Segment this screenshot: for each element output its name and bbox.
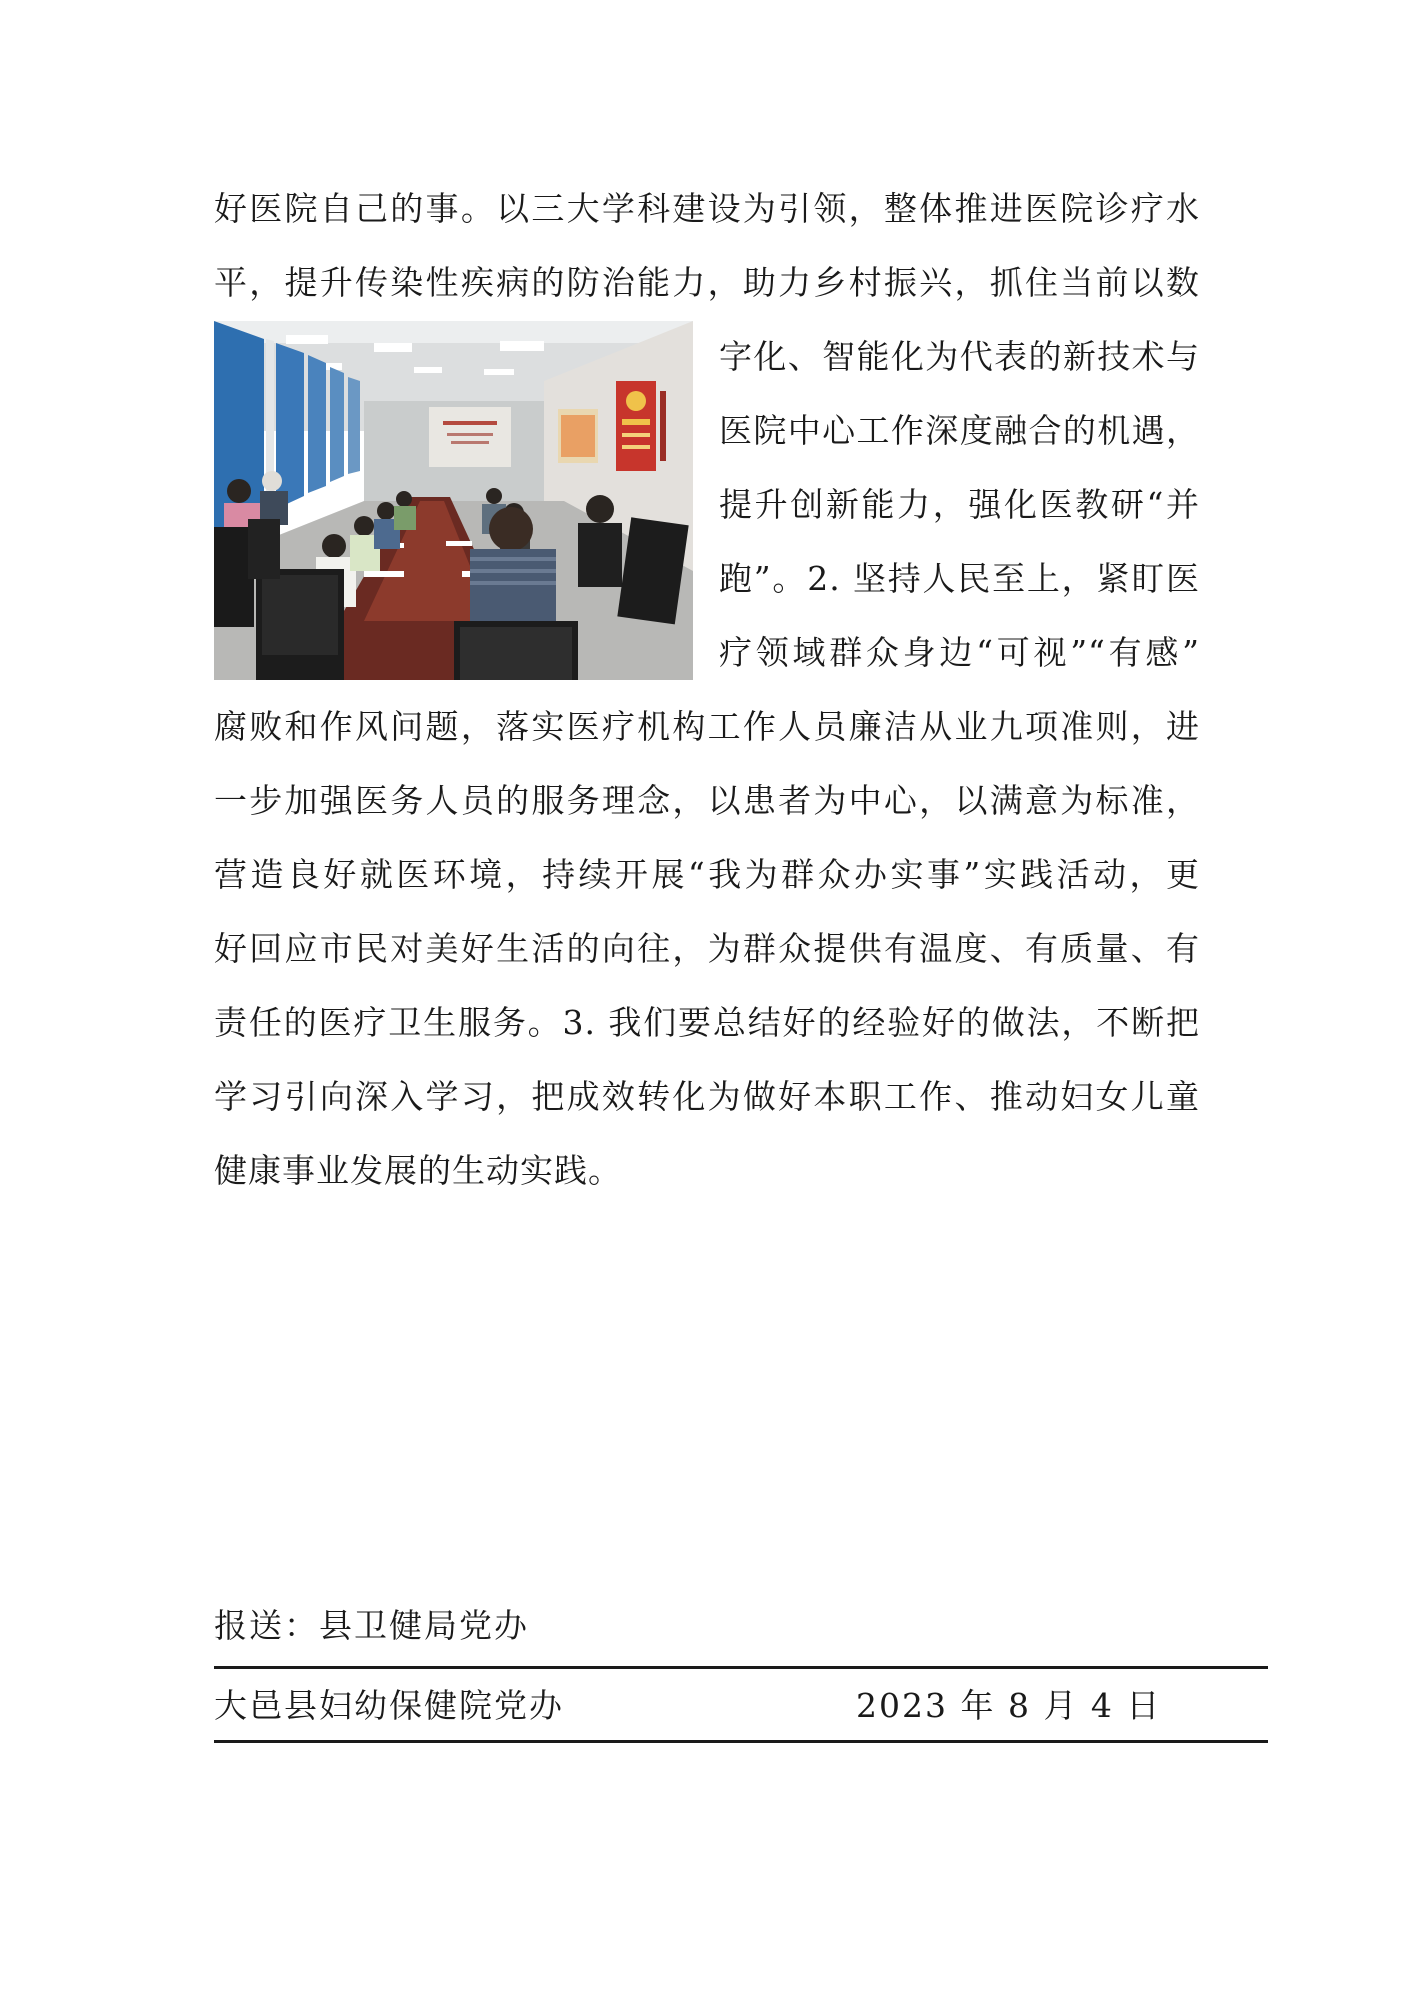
- report-to-line: 报送：县卫健局党办: [214, 1606, 529, 1645]
- body-line: 平，提升传染性疾病的防治能力，助力乡村振兴，抓住当前以数: [214, 263, 1200, 302]
- issue-date: 2023 年 8 月 4 日: [856, 1686, 1162, 1725]
- body-line: 医院中心工作深度融合的机遇，: [719, 411, 1200, 450]
- body-line: 提升创新能力，强化医教研“并: [719, 485, 1200, 524]
- body-line: 字化、智能化为代表的新技术与: [719, 337, 1200, 376]
- body-line: 好回应市民对美好生活的向往，为群众提供有温度、有质量、有: [214, 929, 1200, 968]
- body-line: 跑”。2. 坚持人民至上，紧盯医: [719, 559, 1200, 598]
- body-line: 腐败和作风问题，落实医疗机构工作人员廉洁从业九项准则，进: [214, 707, 1200, 746]
- body-line: 营造良好就医环境，持续开展“我为群众办实事”实践活动，更: [214, 855, 1200, 894]
- meeting-photo: [214, 321, 693, 680]
- footer-bottom-rule: [214, 1740, 1268, 1743]
- issuer-name: 大邑县妇幼保健院党办: [214, 1686, 564, 1725]
- body-line: 健康事业发展的生动实践。: [214, 1151, 622, 1190]
- body-line: 一步加强医务人员的服务理念，以患者为中心，以满意为标准，: [214, 781, 1200, 820]
- footer-top-rule: [214, 1666, 1268, 1669]
- body-line: 好医院自己的事。以三大学科建设为引领，整体推进医院诊疗水: [214, 189, 1200, 228]
- body-line: 疗领域群众身边“可视”“有感”: [719, 633, 1200, 672]
- body-line: 责任的医疗卫生服务。3. 我们要总结好的经验好的做法，不断把: [214, 1003, 1200, 1042]
- body-line: 学习引向深入学习，把成效转化为做好本职工作、推动妇女儿童: [214, 1077, 1200, 1116]
